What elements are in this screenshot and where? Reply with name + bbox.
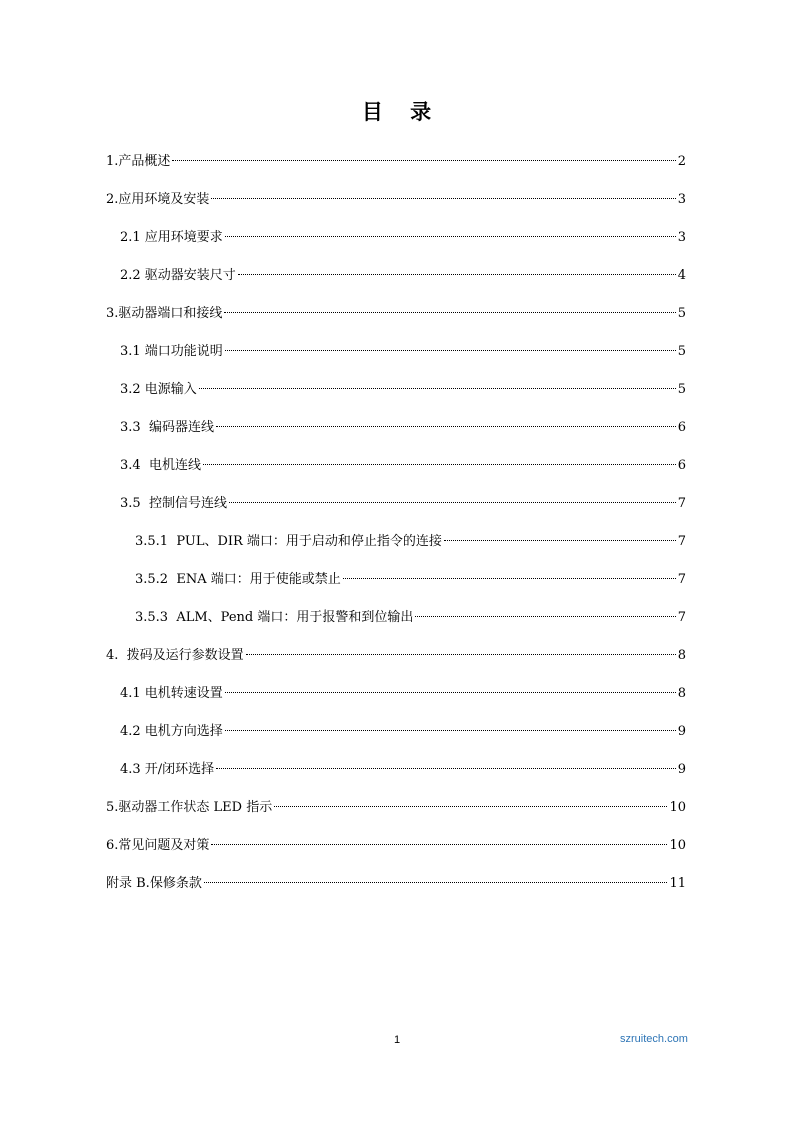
toc-entry-page-number: 9 (677, 724, 686, 739)
toc-dot-leader (199, 388, 676, 389)
toc-entry-title: 3.2 电源输入 (120, 382, 197, 397)
toc-dot-leader (225, 730, 676, 731)
toc-entry-page-number: 10 (669, 800, 686, 815)
toc-dot-leader (203, 464, 676, 465)
toc-entry[interactable] (106, 379, 686, 417)
toc-entry-page-number: 6 (677, 420, 686, 435)
toc-dot-leader (343, 578, 676, 579)
toc-dot-leader (216, 426, 676, 427)
toc-entry[interactable] (106, 227, 686, 265)
toc-dot-leader (246, 654, 676, 655)
toc-entry-page-number: 5 (677, 306, 686, 321)
toc-entry-title: 4.3 开/闭环选择 (120, 762, 215, 777)
toc-entry[interactable] (106, 607, 686, 645)
toc-entry-title: 3.驱动器端口和接线 (106, 306, 223, 321)
toc-dot-leader (444, 540, 676, 541)
toc-dot-leader (224, 312, 675, 313)
toc-entry-page-number: 7 (677, 496, 686, 511)
page-title: 目 录 (361, 100, 442, 124)
toc-entry[interactable] (106, 645, 686, 683)
toc-entry-title: 4.1 电机转速设置 (120, 686, 223, 701)
toc-entry[interactable] (106, 341, 686, 379)
toc-entry[interactable] (106, 797, 686, 835)
toc-entry[interactable] (106, 303, 686, 341)
toc-entry-title: 3.4 电机连线 (120, 458, 201, 473)
toc-dot-leader (211, 198, 675, 199)
toc-entry-page-number: 3 (677, 192, 686, 207)
toc-entry-title: 5.驱动器工作状态 LED 指示 (106, 800, 273, 815)
toc-entry[interactable] (106, 493, 686, 531)
toc-entry[interactable] (106, 417, 686, 455)
toc-entry-page-number: 8 (677, 648, 686, 663)
toc-entry-title: 附录 B.保修条款 (106, 876, 202, 891)
toc-dot-leader (415, 616, 675, 617)
table-of-contents (106, 151, 686, 911)
toc-dot-leader (216, 768, 676, 769)
toc-dot-leader (172, 160, 675, 161)
toc-entry-title: 2.2 驱动器安装尺寸 (120, 268, 236, 283)
toc-dot-leader (204, 882, 668, 883)
toc-entry-page-number: 10 (669, 838, 686, 853)
toc-entry[interactable] (106, 873, 686, 911)
toc-entry-title: 1.产品概述 (106, 154, 171, 169)
toc-entry-page-number: 7 (677, 610, 686, 625)
toc-entry[interactable] (106, 189, 686, 227)
toc-entry[interactable] (106, 835, 686, 873)
toc-entry-page-number: 3 (677, 230, 686, 245)
toc-entry[interactable] (106, 569, 686, 607)
toc-entry[interactable] (106, 721, 686, 759)
toc-entry[interactable] (106, 531, 686, 569)
toc-entry-page-number: 7 (677, 572, 686, 587)
toc-entry-page-number: 4 (677, 268, 686, 283)
toc-entry-title: 3.5.1 PUL、DIR 端口：用于启动和停止指令的连接 (135, 534, 442, 549)
toc-entry-page-number: 2 (677, 154, 686, 169)
toc-dot-leader (225, 350, 676, 351)
toc-entry-title: 2.应用环境及安装 (106, 192, 210, 207)
toc-dot-leader (274, 806, 667, 807)
toc-entry[interactable] (106, 683, 686, 721)
toc-entry[interactable] (106, 151, 686, 189)
toc-entry-title: 3.5.3 ALM、Pend 端口：用于报警和到位输出 (135, 610, 414, 625)
toc-entry-page-number: 8 (677, 686, 686, 701)
toc-dot-leader (229, 502, 676, 503)
toc-entry-page-number: 11 (669, 876, 686, 891)
toc-entry-page-number: 9 (677, 762, 686, 777)
toc-entry-title: 3.5.2 ENA 端口：用于使能或禁止 (135, 572, 341, 587)
toc-dot-leader (211, 844, 667, 845)
footer-website[interactable]: szruitech.com (620, 1033, 688, 1045)
page-number: 1 (393, 1034, 401, 1046)
toc-entry-title: 4.2 电机方向选择 (120, 724, 223, 739)
toc-entry-title: 2.1 应用环境要求 (120, 230, 223, 245)
toc-entry-title: 3.3 编码器连线 (120, 420, 214, 435)
toc-entry-page-number: 6 (677, 458, 686, 473)
toc-entry-title: 6.常见问题及对策 (106, 838, 210, 853)
toc-entry[interactable] (106, 265, 686, 303)
toc-entry-title: 4. 拨码及运行参数设置 (106, 648, 244, 663)
toc-entry[interactable] (106, 455, 686, 493)
toc-entry-page-number: 7 (677, 534, 686, 549)
toc-entry-page-number: 5 (677, 382, 686, 397)
toc-dot-leader (225, 236, 676, 237)
toc-dot-leader (225, 692, 676, 693)
toc-entry-title: 3.1 端口功能说明 (120, 344, 223, 359)
toc-entry[interactable] (106, 759, 686, 797)
toc-dot-leader (238, 274, 676, 275)
toc-entry-title: 3.5 控制信号连线 (120, 496, 227, 511)
toc-entry-page-number: 5 (677, 344, 686, 359)
